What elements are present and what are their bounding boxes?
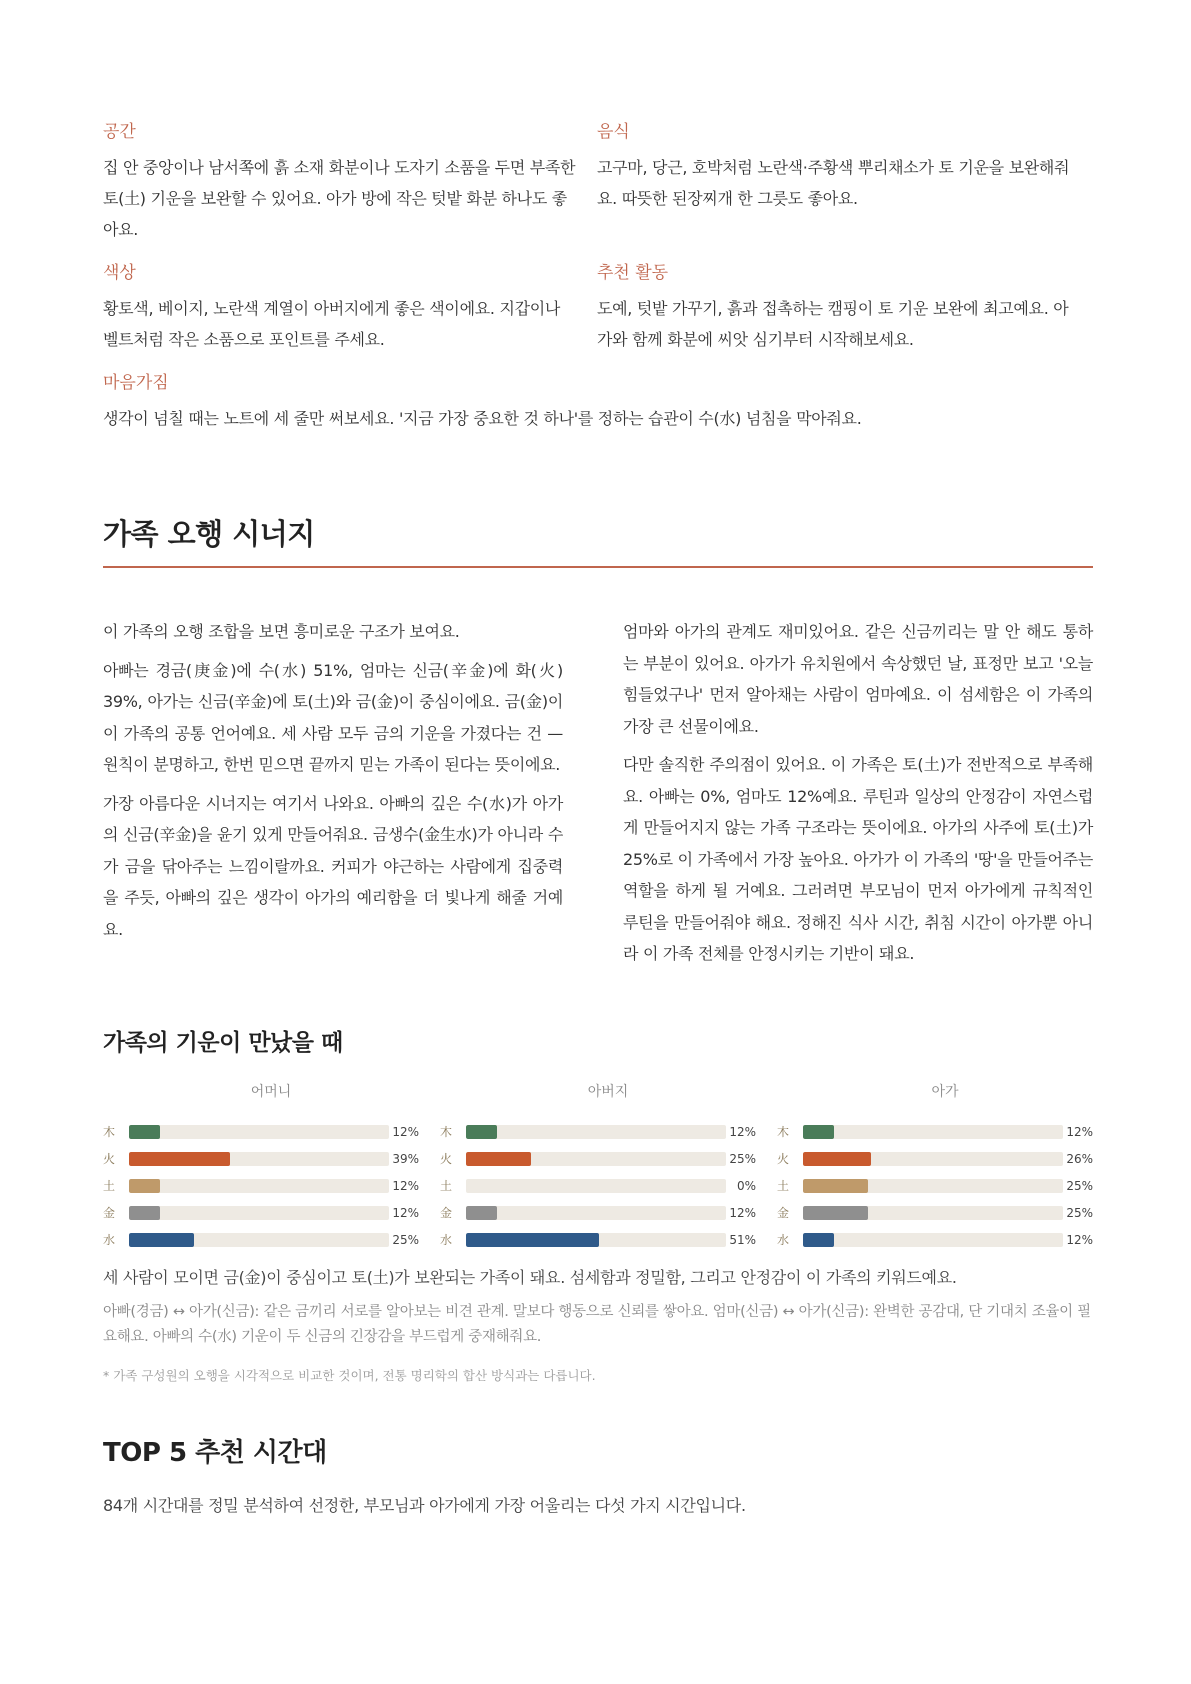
element-row (777, 1172, 1093, 1199)
element-label: 土 (103, 1179, 116, 1193)
tips-grid (103, 120, 1093, 434)
bar-track (466, 1206, 726, 1220)
synergy-right-column (589, 616, 1093, 977)
tip-space (103, 120, 597, 245)
element-label: 木 (103, 1125, 116, 1139)
bar-track (129, 1152, 389, 1166)
tip-mindset (103, 371, 1093, 434)
bar-track (803, 1179, 1063, 1193)
bar-track (803, 1125, 1063, 1139)
tip-title: 색상 (103, 263, 136, 283)
tip-color (103, 261, 597, 355)
bar-fill (129, 1233, 194, 1247)
element-row (777, 1118, 1093, 1145)
percent-label: 12% (392, 1124, 419, 1139)
element-label: 木 (777, 1125, 790, 1139)
element-row (103, 1118, 419, 1145)
percent-label: 12% (1066, 1232, 1093, 1247)
member-name: 아버지 (587, 1084, 629, 1100)
element-row (440, 1145, 756, 1172)
energy-detail: 아빠(경금) ↔ 아가(신금): 같은 금끼리 서로를 알아보는 비견 관계. 말보다 행동으로 신뢰를 쌓아요. 엄마(신금) ↔ 아가(신금): 완벽한 공감대, 단 기대치 조율이 필요해요. 아빠의 수(水) 기운이 두 신금의 긴장감을 부드럽게 중재해줘요. (103, 1304, 1091, 1345)
tip-body: 집 안 중앙이나 남서쪽에 흙 소재 화분이나 도자기 소품을 두면 부족한 토(土) 기운을 보완할 수 있어요. 아가 방에 작은 텃밭 화분 하나도 좋아요. (103, 158, 576, 239)
paragraph: 엄마와 아가의 관계도 재미있어요. 같은 신금끼리는 말 안 해도 통하는 부분이 있어요. 아가가 유치원에서 속상했던 날, 표정만 보고 '오늘 힘들었구나' 먼저 알아채는 사람이 엄마예요. 이 섬세함은 이 가족의 가장 큰 선물이에요. (623, 622, 1093, 736)
element-row (103, 1226, 419, 1253)
tip-body: 도예, 텃밭 가꾸기, 흙과 접촉하는 캠핑이 토 기운 보완에 최고예요. 아가와 함께 화분에 씨앗 심기부터 시작해보세요. (597, 299, 1069, 349)
bar-track (466, 1179, 726, 1193)
element-row (103, 1172, 419, 1199)
percent-label: 39% (392, 1151, 419, 1166)
bar-track (803, 1206, 1063, 1220)
footnote: * 가족 구성원의 오행을 시각적으로 비교한 것이며, 전통 명리학의 합산 방식과는 다릅니다. (103, 1368, 596, 1383)
element-label: 土 (440, 1179, 453, 1193)
element-row (103, 1145, 419, 1172)
tip-title: 마음가짐 (103, 373, 169, 393)
synergy-left-column (103, 616, 589, 977)
top5-description: 84개 시간대를 정밀 분석하여 선정한, 부모님과 아가에게 가장 어울리는 다섯 가지 시간입니다. (103, 1496, 746, 1515)
element-label: 木 (440, 1125, 453, 1139)
member-panel-mother (103, 1082, 419, 1253)
paragraph: 이 가족의 오행 조합을 보면 흥미로운 구조가 보여요. (103, 622, 460, 641)
element-row (777, 1145, 1093, 1172)
element-label: 土 (777, 1179, 790, 1193)
synergy-columns (103, 616, 1093, 977)
member-name: 어머니 (250, 1084, 292, 1100)
percent-label: 0% (736, 1178, 756, 1193)
bar-fill (129, 1152, 230, 1166)
bar-track (129, 1179, 389, 1193)
element-label: 水 (103, 1233, 116, 1247)
bar-track (129, 1125, 389, 1139)
element-row (103, 1199, 419, 1226)
percent-label: 25% (729, 1151, 756, 1166)
member-panel-father (440, 1082, 756, 1253)
bar-track (466, 1152, 726, 1166)
tip-title: 음식 (597, 122, 630, 142)
bar-track (803, 1233, 1063, 1247)
percent-label: 26% (1066, 1151, 1093, 1166)
tip-activity (597, 261, 1093, 355)
element-row (440, 1199, 756, 1226)
element-row (440, 1118, 756, 1145)
percent-label: 25% (1066, 1205, 1093, 1220)
element-row (440, 1172, 756, 1199)
bar-track (803, 1152, 1063, 1166)
member-name: 아가 (931, 1084, 959, 1100)
element-label: 水 (777, 1233, 790, 1247)
percent-label: 25% (1066, 1178, 1093, 1193)
bar-fill (803, 1152, 871, 1166)
bar-fill (803, 1233, 834, 1247)
percent-label: 12% (392, 1178, 419, 1193)
element-label: 金 (440, 1206, 453, 1220)
percent-label: 51% (729, 1232, 756, 1247)
bar-fill (466, 1125, 497, 1139)
element-label: 火 (777, 1152, 790, 1166)
percent-label: 12% (729, 1124, 756, 1139)
element-row (777, 1199, 1093, 1226)
element-row (440, 1226, 756, 1253)
bar-fill (129, 1125, 160, 1139)
element-label: 水 (440, 1233, 453, 1247)
energy-title: 가족의 기운이 만났을 때 (103, 1030, 343, 1056)
bar-fill (129, 1206, 160, 1220)
tip-food (597, 120, 1093, 245)
tip-title: 추천 활동 (597, 263, 669, 283)
percent-label: 12% (729, 1205, 756, 1220)
paragraph: 아빠는 경금(庚金)에 수(水) 51%, 엄마는 신금(辛金)에 화(火) 39%, 아가는 신금(辛金)에 토(土)와 금(金)이 중심이에요. 금(金)이 이 가족의 공통 언어예요. 세 사람 모두 금의 기운을 가졌다는 건 — 원칙이 분명하고, 한번 믿으면 끝까지 믿는 가족이 된다는 뜻이에요. (103, 660, 563, 774)
bar-track (466, 1125, 726, 1139)
bar-fill (466, 1152, 531, 1166)
bar-track (466, 1233, 726, 1247)
energy-panels (103, 1082, 1093, 1253)
element-label: 金 (777, 1206, 790, 1220)
element-label: 金 (103, 1206, 116, 1220)
section-divider (103, 566, 1093, 568)
bar-fill (803, 1206, 868, 1220)
paragraph: 다만 솔직한 주의점이 있어요. 이 가족은 토(土)가 전반적으로 부족해요. 아빠는 0%, 엄마도 12%예요. 루틴과 일상의 안정감이 자연스럽게 만들어지지 않는 가족 구조라는 뜻이에요. 아가의 사주에 토(土)가 25%로 이 가족에서 가장 높아요. 아가가 이 가족의 '땅'을 만들어주는 역할을 하게 될 거예요. 그러려면 부모님이 먼저 아가에게 규칙적인 루틴을 만들어줘야 해요. 정해진 식사 시간, 취침 시간이 아가뿐 아니라 이 가족 전체를 안정시키는 기반이 돼요. (623, 755, 1093, 963)
bar-fill (803, 1125, 834, 1139)
element-row (777, 1226, 1093, 1253)
member-panel-baby (777, 1082, 1093, 1253)
bar-track (129, 1206, 389, 1220)
energy-summary: 세 사람이 모이면 금(金)이 중심이고 토(土)가 보완되는 가족이 돼요. 섬세함과 정밀함, 그리고 안정감이 이 가족의 키워드예요. (103, 1268, 957, 1287)
bar-track (129, 1233, 389, 1247)
bar-fill (803, 1179, 868, 1193)
bar-fill (129, 1179, 160, 1193)
synergy-section-title: 가족 오행 시너지 (103, 517, 315, 551)
percent-label: 25% (392, 1232, 419, 1247)
paragraph: 가장 아름다운 시너지는 여기서 나와요. 아빠의 깊은 수(水)가 아가의 신금(辛金)을 윤기 있게 만들어줘요. 금생수(金生水)가 아니라 수가 금을 닦아주는 느낌이랄까요. 커피가 야근하는 사람에게 집중력을 주듯, 아빠의 깊은 생각이 아가의 예리함을 더 빛나게 해줄 거예요. (103, 793, 563, 939)
element-label: 火 (440, 1152, 453, 1166)
bar-fill (466, 1233, 599, 1247)
percent-label: 12% (1066, 1124, 1093, 1139)
bar-fill (466, 1206, 497, 1220)
tip-body: 생각이 넘칠 때는 노트에 세 줄만 써보세요. '지금 가장 중요한 것 하나'를 정하는 습관이 수(水) 넘침을 막아줘요. (103, 409, 862, 428)
tip-body: 고구마, 당근, 호박처럼 노란색·주황색 뿌리채소가 토 기운을 보완해줘요. 따뜻한 된장찌개 한 그릇도 좋아요. (597, 158, 1070, 208)
tip-body: 황토색, 베이지, 노란색 계열이 아버지에게 좋은 색이에요. 지갑이나 벨트처럼 작은 소품으로 포인트를 주세요. (103, 299, 561, 349)
percent-label: 12% (392, 1205, 419, 1220)
top5-title: TOP 5 추천 시간대 (103, 1438, 327, 1468)
element-label: 火 (103, 1152, 116, 1166)
tip-title: 공간 (103, 122, 136, 142)
